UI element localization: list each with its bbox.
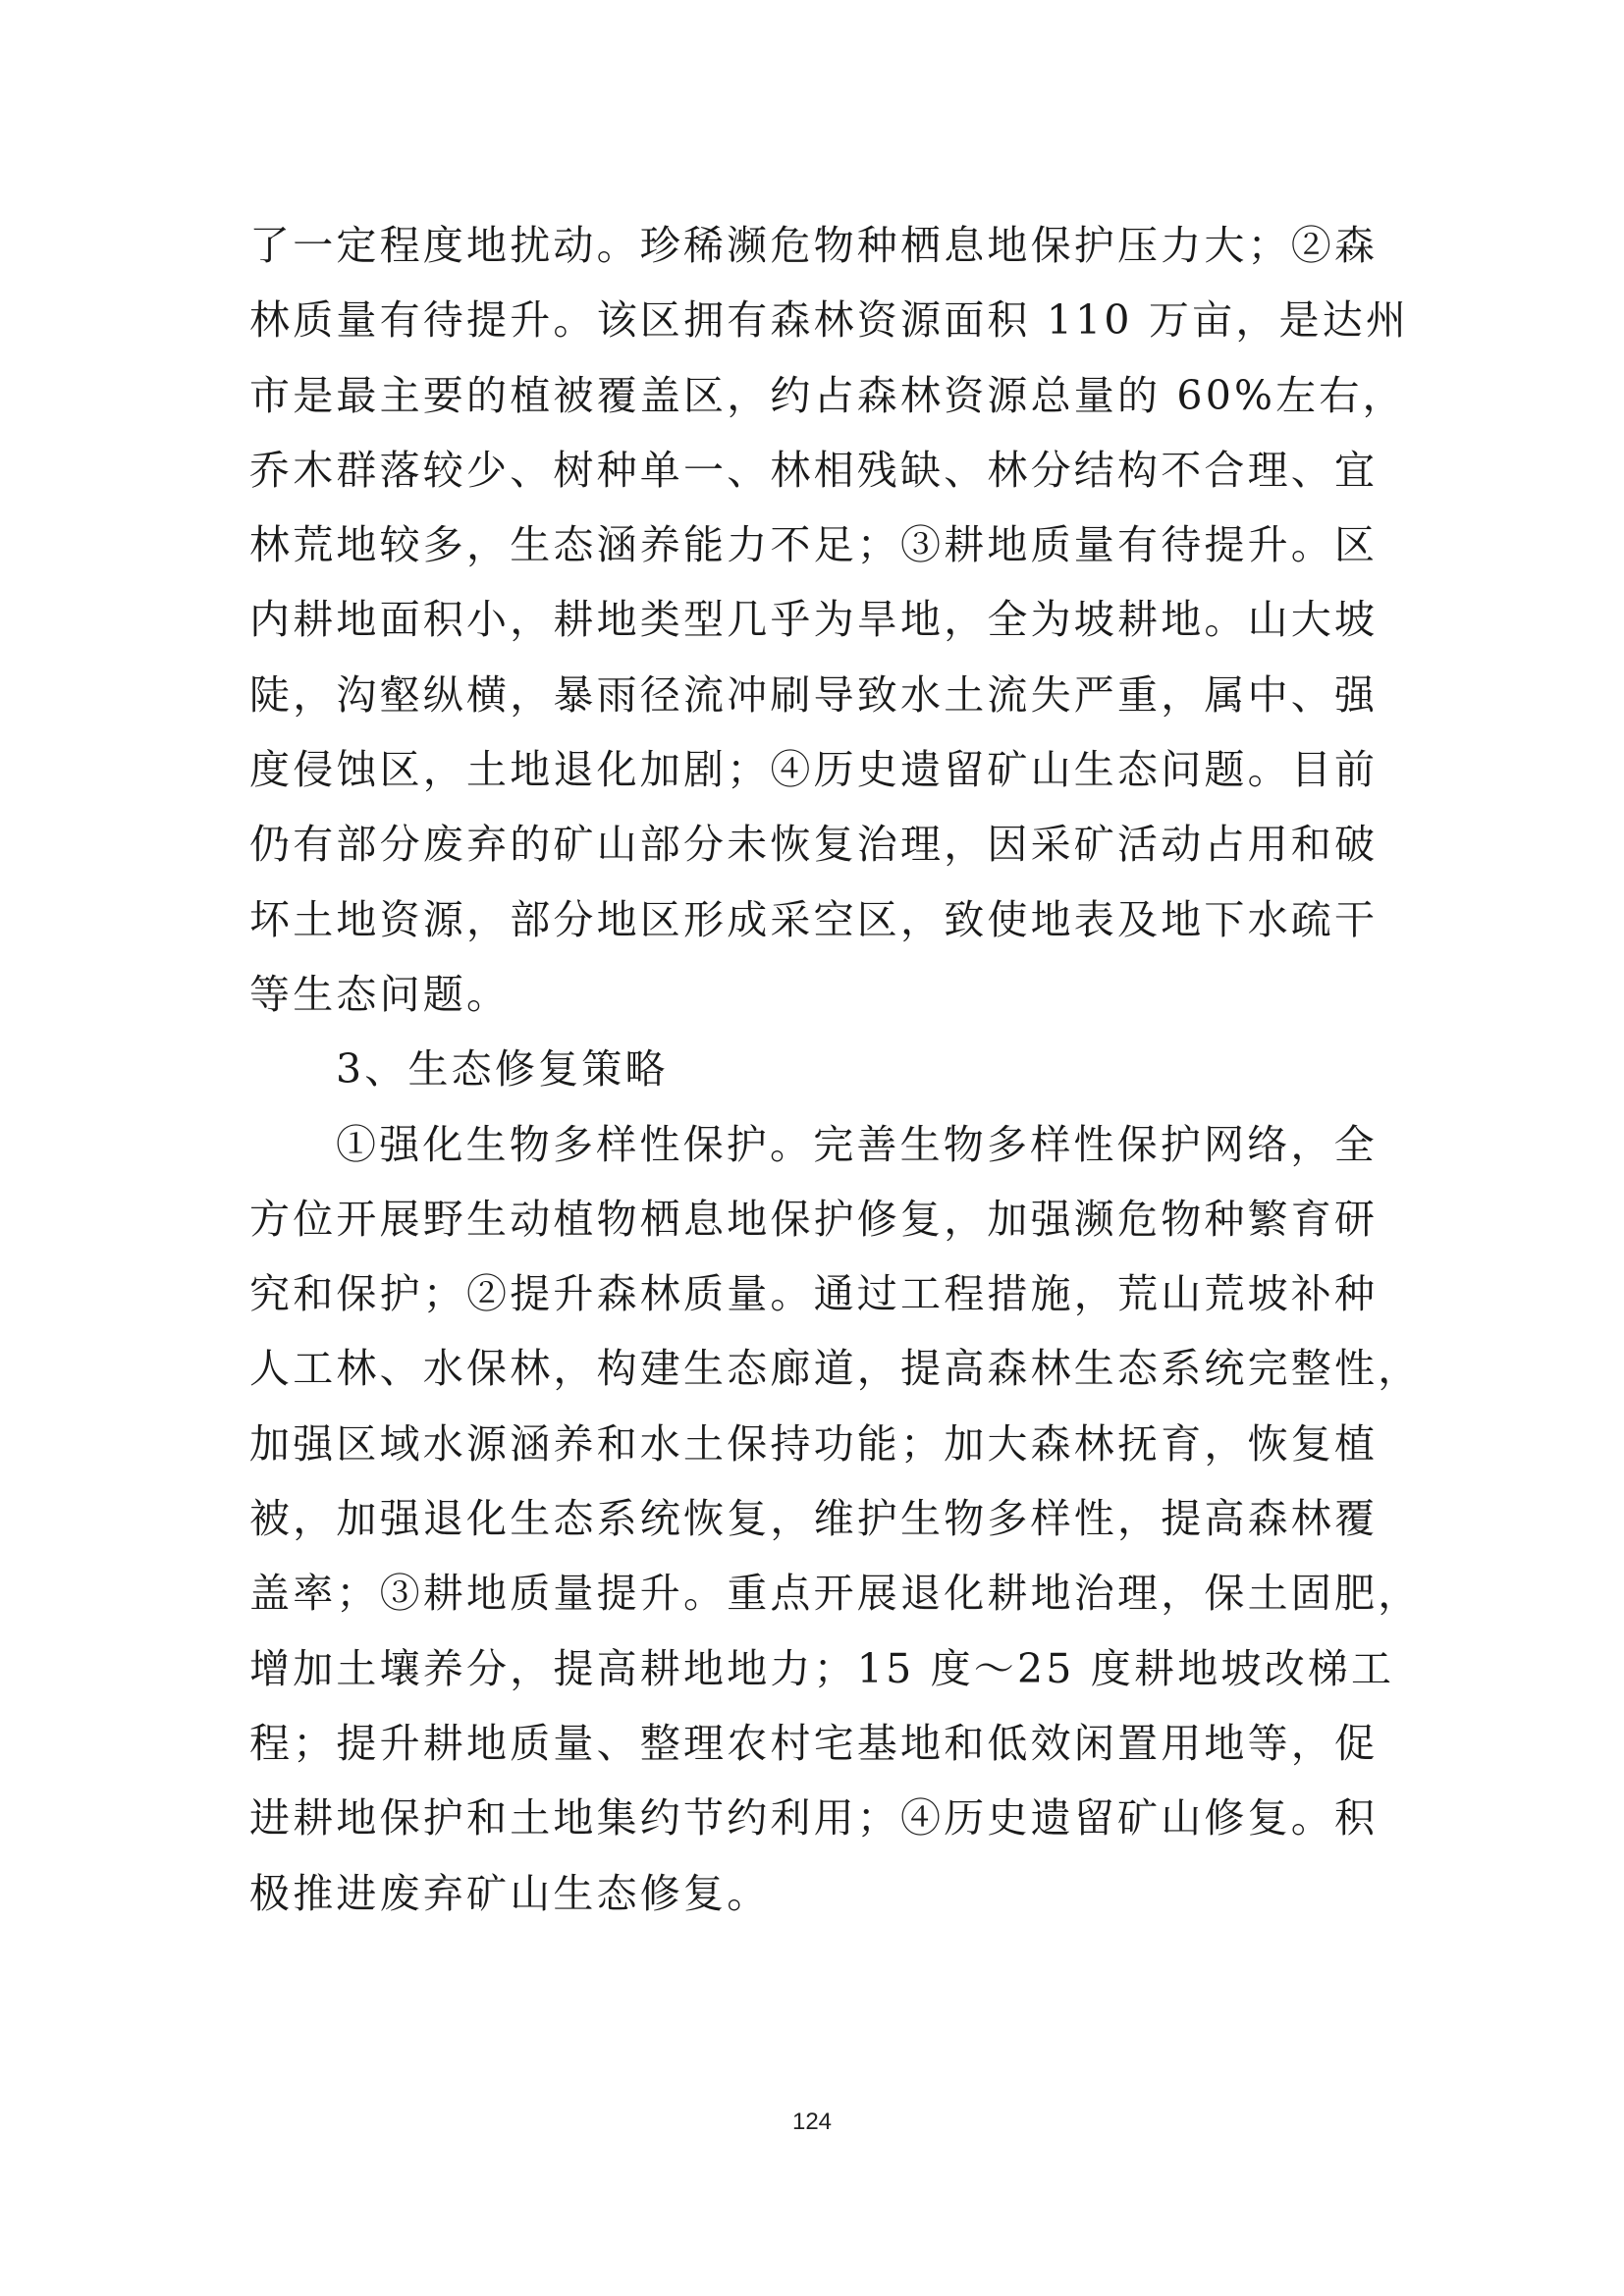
text-line: 林荒地较多，生态涵养能力不足；③耕地质量有待提升。区 (249, 521, 1379, 569)
body-text (249, 208, 1422, 1931)
text-line: 度侵蚀区，土地退化加剧；④历史遗留矿山生态问题。目前 (249, 746, 1379, 794)
text-line: 内耕地面积小，耕地类型几乎为旱地，全为坡耕地。山大坡 (249, 596, 1379, 644)
text-line: 陡，沟壑纵横，暴雨径流冲刷导致水土流失严重，属中、强 (249, 670, 1379, 719)
text-line: 进耕地保护和土地集约节约利用；④历史遗留矿山修复。积 (249, 1794, 1379, 1842)
text-line: 程；提升耕地质量、整理农村宅基地和低效闲置用地等，促 (249, 1719, 1379, 1767)
text-line: 增加土壤养分，提高耕地地力；15 度～25 度耕地坡改梯工 (249, 1644, 1395, 1692)
text-line: 等生态问题。 (249, 970, 511, 1018)
text-line: 林质量有待提升。该区拥有森林资源面积 110 万亩，是达州 (249, 296, 1410, 345)
text-line: 被，加强退化生态系统恢复，维护生物多样性，提高森林覆 (249, 1495, 1379, 1543)
text-line: 坏土地资源，部分地区形成采空区，致使地表及地下水疏干 (249, 895, 1379, 943)
text-line: 盖率；③耕地质量提升。重点开展退化耕地治理，保土固肥， (249, 1570, 1422, 1618)
text-line: 加强区域水源涵养和水土保持功能；加大森林抚育，恢复植 (249, 1419, 1379, 1468)
section-heading: 3、生态修复策略 (336, 1045, 669, 1094)
page-number: 124 (791, 2109, 833, 2135)
text-line: 乔木群落较少、树种单一、林相残缺、林分结构不合理、宜 (249, 446, 1379, 494)
text-line: 市是最主要的植被覆盖区，约占森林资源总量的 60%左右， (249, 371, 1406, 419)
text-line: 方位开展野生动植物栖息地保护修复，加强濒危物种繁育研 (249, 1195, 1379, 1243)
text-line: 了一定程度地扰动。珍稀濒危物种栖息地保护压力大；②森 (249, 222, 1379, 269)
paragraph-first-line: ①强化生物多样性保护。完善生物多样性保护网络，全 (336, 1120, 1378, 1168)
text-line: 极推进废弃矿山生态修复。 (249, 1869, 771, 1917)
text-line: 仍有部分废弃的矿山部分未恢复治理，因采矿活动占用和破 (249, 821, 1379, 869)
text-line: 究和保护；②提升森林质量。通过工程措施，荒山荒坡补种 (249, 1270, 1379, 1318)
text-line: 人工林、水保林，构建生态廊道，提高森林生态系统完整性， (249, 1345, 1422, 1393)
